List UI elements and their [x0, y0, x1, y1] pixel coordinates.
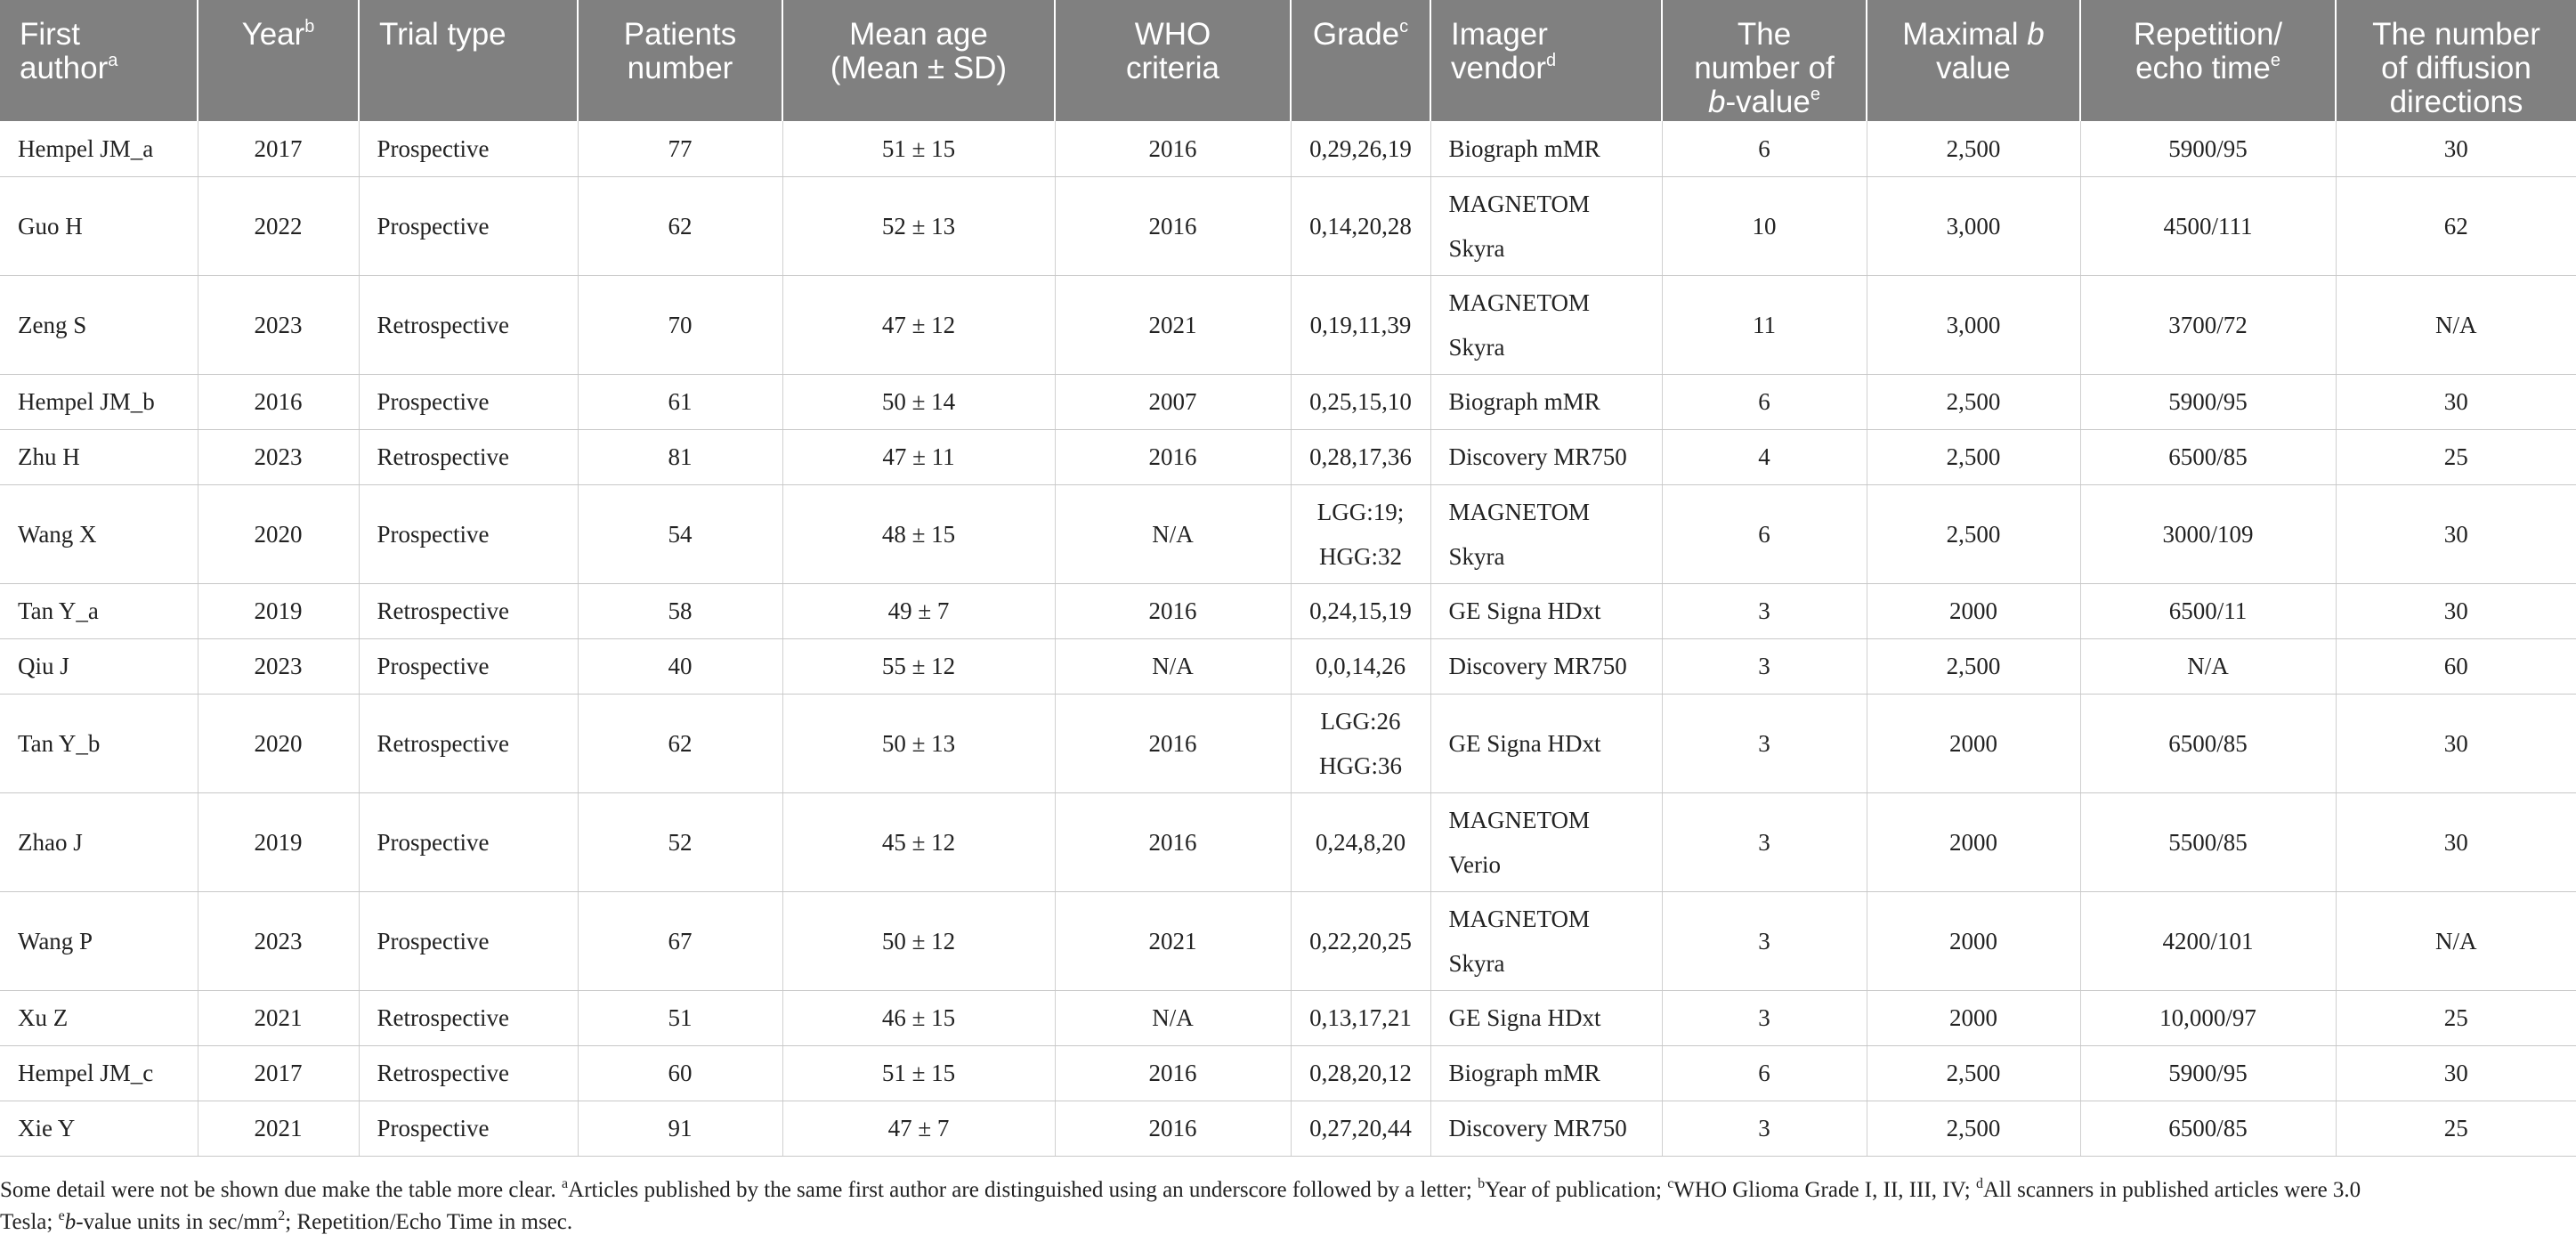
- header-grade: Grade$^c$: [1291, 0, 1430, 121]
- cell-mean-age: 50 ± 12: [782, 891, 1055, 990]
- cell-imager-vendor: [1430, 1045, 1662, 1101]
- cell-mean-age: 47 ± 12: [782, 275, 1055, 374]
- cell-grade: [1291, 374, 1430, 429]
- cell-imager-vendor-line: GE Signa HDxt: [1448, 597, 1601, 624]
- cell-patients-number: 67: [578, 891, 782, 990]
- cell-who-criteria: 2016: [1055, 583, 1291, 638]
- cell-year: 2017: [198, 121, 359, 176]
- cell-imager-vendor-line: Skyra: [1448, 949, 1505, 977]
- cell-diffusion-directions: 25: [2336, 1101, 2576, 1156]
- cell-repetition-echo-time: 5900/95: [2080, 121, 2336, 176]
- cell-grade: [1291, 429, 1430, 484]
- cell-trial-type: Prospective: [359, 792, 578, 891]
- cell-who-criteria: 2021: [1055, 275, 1291, 374]
- cell-maximal-b-value: 3,000: [1867, 275, 2080, 374]
- table-body: [0, 121, 2576, 1156]
- cell-repetition-echo-time: N/A: [2080, 638, 2336, 694]
- cell-first-author: Xie Y: [0, 1101, 198, 1156]
- cell-maximal-b-value: 2000: [1867, 583, 2080, 638]
- header-patients-number: Patients number: [578, 0, 782, 121]
- cell-who-criteria: 2016: [1055, 694, 1291, 792]
- cell-mean-age: 50 ± 13: [782, 694, 1055, 792]
- table-row: [0, 583, 2576, 638]
- cell-diffusion-directions: 25: [2336, 990, 2576, 1045]
- cell-trial-type: Retrospective: [359, 429, 578, 484]
- cell-imager-vendor-line: MAGNETOM: [1448, 288, 1591, 316]
- table-row: [0, 694, 2576, 792]
- cell-trial-type: Prospective: [359, 176, 578, 275]
- cell-who-criteria: 2007: [1055, 374, 1291, 429]
- cell-imager-vendor: [1430, 176, 1662, 275]
- cell-mean-age: 50 ± 14: [782, 374, 1055, 429]
- cell-trial-type: Retrospective: [359, 275, 578, 374]
- cell-number-of-b-value: 3: [1662, 1101, 1867, 1156]
- cell-repetition-echo-time: 5900/95: [2080, 374, 2336, 429]
- cell-grade: [1291, 792, 1430, 891]
- cell-who-criteria: N/A: [1055, 990, 1291, 1045]
- cell-imager-vendor-line: Skyra: [1448, 333, 1505, 361]
- cell-number-of-b-value: 3: [1662, 694, 1867, 792]
- cell-number-of-b-value: 6: [1662, 374, 1867, 429]
- cell-mean-age: 47 ± 7: [782, 1101, 1055, 1156]
- cell-first-author: Zhu H: [0, 429, 198, 484]
- cell-maximal-b-value: 2000: [1867, 891, 2080, 990]
- cell-grade-line: 0,14,20,28: [1309, 212, 1412, 240]
- cell-mean-age: 45 ± 12: [782, 792, 1055, 891]
- cell-patients-number: 62: [578, 694, 782, 792]
- cell-mean-age: 49 ± 7: [782, 583, 1055, 638]
- cell-who-criteria: N/A: [1055, 484, 1291, 583]
- cell-number-of-b-value: 3: [1662, 792, 1867, 891]
- cell-grade: [1291, 990, 1430, 1045]
- header-first-author: First author$^a$: [0, 0, 198, 121]
- table-row: [0, 792, 2576, 891]
- cell-diffusion-directions: 30: [2336, 792, 2576, 891]
- cell-grade-line: 0,27,20,44: [1309, 1115, 1412, 1141]
- cell-patients-number: 81: [578, 429, 782, 484]
- cell-year: 2023: [198, 275, 359, 374]
- cell-number-of-b-value: 3: [1662, 891, 1867, 990]
- cell-repetition-echo-time: 4500/111: [2080, 176, 2336, 275]
- cell-diffusion-directions: 30: [2336, 1045, 2576, 1101]
- cell-diffusion-directions: 62: [2336, 176, 2576, 275]
- cell-imager-vendor-line: Biograph mMR: [1448, 134, 1600, 162]
- header-maximal-b-value: Maximal b value: [1867, 0, 2080, 121]
- cell-year: 2021: [198, 990, 359, 1045]
- cell-imager-vendor: [1430, 990, 1662, 1045]
- cell-grade-line: 0,22,20,25: [1309, 927, 1412, 954]
- cell-maximal-b-value: 2,500: [1867, 429, 2080, 484]
- cell-year: 2021: [198, 1101, 359, 1156]
- cell-imager-vendor: [1430, 694, 1662, 792]
- cell-maximal-b-value: 2,500: [1867, 1045, 2080, 1101]
- cell-imager-vendor: [1430, 638, 1662, 694]
- cell-patients-number: 77: [578, 121, 782, 176]
- table-footnote: Some detail were not be shown due make the table more clear. $^a$Articles published by the same first author are distinguished using an underscore followed by a letter; $^b$Year of publication; $^c$WHO Glioma Grade I, II, III, IV; $^d$All scanners in published articles were 3.0 Tesla; $^e$b-value units in $\sec/mm^2$; Repetition/Echo Time in msec.: [0, 1176, 2361, 1234]
- cell-diffusion-directions: 30: [2336, 484, 2576, 583]
- cell-grade-line: HGG:36: [1319, 751, 1402, 779]
- table-row: [0, 374, 2576, 429]
- cell-imager-vendor: [1430, 374, 1662, 429]
- cell-number-of-b-value: 3: [1662, 638, 1867, 694]
- cell-year: 2023: [198, 638, 359, 694]
- cell-maximal-b-value: 2,500: [1867, 121, 2080, 176]
- cell-repetition-echo-time: 10,000/97: [2080, 990, 2336, 1045]
- cell-diffusion-directions: 30: [2336, 694, 2576, 792]
- cell-patients-number: 70: [578, 275, 782, 374]
- cell-trial-type: Retrospective: [359, 1045, 578, 1101]
- cell-first-author: Tan Y_a: [0, 583, 198, 638]
- cell-grade: [1291, 176, 1430, 275]
- table-row: [0, 484, 2576, 583]
- cell-patients-number: 61: [578, 374, 782, 429]
- cell-mean-age: 51 ± 15: [782, 121, 1055, 176]
- cell-number-of-b-value: 11: [1662, 275, 1867, 374]
- cell-imager-vendor-line: GE Signa HDxt: [1448, 729, 1601, 757]
- cell-who-criteria: 2016: [1055, 176, 1291, 275]
- cell-trial-type: Prospective: [359, 374, 578, 429]
- cell-year: 2019: [198, 583, 359, 638]
- cell-first-author: Tan Y_b: [0, 694, 198, 792]
- table-header-row: [0, 0, 2576, 121]
- cell-grade-line: HGG:32: [1319, 542, 1402, 570]
- cell-imager-vendor: [1430, 275, 1662, 374]
- cell-year: 2022: [198, 176, 359, 275]
- cell-mean-age: 55 ± 12: [782, 638, 1055, 694]
- cell-trial-type: Prospective: [359, 121, 578, 176]
- cell-patients-number: 51: [578, 990, 782, 1045]
- cell-mean-age: 48 ± 15: [782, 484, 1055, 583]
- cell-imager-vendor-line: Discovery MR750: [1448, 443, 1627, 470]
- table-row: [0, 275, 2576, 374]
- cell-diffusion-directions: 60: [2336, 638, 2576, 694]
- cell-first-author: Guo H: [0, 176, 198, 275]
- cell-imager-vendor: [1430, 792, 1662, 891]
- cell-imager-vendor-line: MAGNETOM: [1448, 190, 1591, 217]
- cell-diffusion-directions: N/A: [2336, 891, 2576, 990]
- cell-grade: [1291, 275, 1430, 374]
- cell-imager-vendor: [1430, 1101, 1662, 1156]
- cell-repetition-echo-time: 6500/85: [2080, 429, 2336, 484]
- cell-grade-line: 0,24,8,20: [1315, 828, 1406, 856]
- cell-grade-line: 0,13,17,21: [1309, 1004, 1412, 1031]
- cell-who-criteria: 2016: [1055, 429, 1291, 484]
- cell-patients-number: 54: [578, 484, 782, 583]
- cell-repetition-echo-time: 6500/85: [2080, 1101, 2336, 1156]
- cell-first-author: Zhao J: [0, 792, 198, 891]
- table-row: [0, 891, 2576, 990]
- cell-grade-line: 0,0,14,26: [1315, 653, 1406, 679]
- cell-imager-vendor: [1430, 484, 1662, 583]
- cell-year: 2020: [198, 484, 359, 583]
- cell-patients-number: 62: [578, 176, 782, 275]
- cell-who-criteria: 2016: [1055, 1045, 1291, 1101]
- table-row: [0, 176, 2576, 275]
- header-number-of-b-value: The number of b-value$^e$: [1662, 0, 1867, 121]
- cell-mean-age: 47 ± 11: [782, 429, 1055, 484]
- cell-number-of-b-value: 3: [1662, 990, 1867, 1045]
- cell-first-author: Hempel JM_a: [0, 121, 198, 176]
- cell-grade: [1291, 891, 1430, 990]
- cell-mean-age: 51 ± 15: [782, 1045, 1055, 1101]
- cell-grade-line: LGG:19;: [1316, 498, 1405, 525]
- cell-number-of-b-value: 3: [1662, 583, 1867, 638]
- cell-trial-type: Retrospective: [359, 694, 578, 792]
- cell-trial-type: Prospective: [359, 638, 578, 694]
- cell-who-criteria: 2016: [1055, 121, 1291, 176]
- header-diffusion-directions: The number of diffusion directions: [2336, 0, 2576, 121]
- cell-patients-number: 52: [578, 792, 782, 891]
- table-row: [0, 1045, 2576, 1101]
- cell-imager-vendor-line: MAGNETOM: [1448, 806, 1591, 833]
- header-trial-type: Trial type: [359, 0, 578, 121]
- cell-repetition-echo-time: 4200/101: [2080, 891, 2336, 990]
- cell-grade-line: 0,28,20,12: [1309, 1060, 1412, 1086]
- cell-year: 2020: [198, 694, 359, 792]
- cell-year: 2019: [198, 792, 359, 891]
- cell-diffusion-directions: 30: [2336, 374, 2576, 429]
- cell-repetition-echo-time: 5500/85: [2080, 792, 2336, 891]
- header-year: Year$^b$: [198, 0, 359, 121]
- cell-grade: [1291, 484, 1430, 583]
- cell-number-of-b-value: 6: [1662, 121, 1867, 176]
- cell-imager-vendor-line: MAGNETOM: [1448, 498, 1591, 525]
- cell-first-author: Hempel JM_c: [0, 1045, 198, 1101]
- cell-trial-type: Retrospective: [359, 990, 578, 1045]
- cell-grade-line: 0,28,17,36: [1309, 443, 1412, 470]
- cell-grade: [1291, 638, 1430, 694]
- cell-first-author: Wang P: [0, 891, 198, 990]
- table-row: [0, 990, 2576, 1045]
- cell-maximal-b-value: 2000: [1867, 792, 2080, 891]
- cell-trial-type: Prospective: [359, 891, 578, 990]
- cell-first-author: Zeng S: [0, 275, 198, 374]
- cell-who-criteria: N/A: [1055, 638, 1291, 694]
- cell-grade: [1291, 1101, 1430, 1156]
- cell-who-criteria: 2016: [1055, 1101, 1291, 1156]
- cell-first-author: Xu Z: [0, 990, 198, 1045]
- cell-grade: [1291, 583, 1430, 638]
- cell-imager-vendor: [1430, 121, 1662, 176]
- cell-year: 2017: [198, 1045, 359, 1101]
- cell-imager-vendor-line: Discovery MR750: [1448, 653, 1627, 679]
- table-row: [0, 1101, 2576, 1156]
- cell-trial-type: Retrospective: [359, 583, 578, 638]
- cell-first-author: Wang X: [0, 484, 198, 583]
- cell-maximal-b-value: 2,500: [1867, 484, 2080, 583]
- cell-grade-line: 0,24,15,19: [1309, 597, 1412, 624]
- cell-year: 2023: [198, 429, 359, 484]
- cell-imager-vendor-line: Biograph mMR: [1448, 1060, 1600, 1086]
- cell-year: 2023: [198, 891, 359, 990]
- cell-imager-vendor: [1430, 891, 1662, 990]
- cell-number-of-b-value: 6: [1662, 484, 1867, 583]
- cell-grade-line: 0,25,15,10: [1309, 388, 1412, 415]
- cell-imager-vendor: [1430, 429, 1662, 484]
- cell-first-author: Hempel JM_b: [0, 374, 198, 429]
- cell-imager-vendor-line: MAGNETOM: [1448, 905, 1591, 932]
- cell-grade-line: 0,19,11,39: [1309, 311, 1412, 338]
- cell-repetition-echo-time: 6500/11: [2080, 583, 2336, 638]
- cell-imager-vendor: [1430, 583, 1662, 638]
- cell-mean-age: 52 ± 13: [782, 176, 1055, 275]
- header-repetition-echo-time: Repetition/ echo time$^e$: [2080, 0, 2336, 121]
- cell-number-of-b-value: 4: [1662, 429, 1867, 484]
- cell-patients-number: 60: [578, 1045, 782, 1101]
- cell-maximal-b-value: 2,500: [1867, 638, 2080, 694]
- cell-maximal-b-value: 3,000: [1867, 176, 2080, 275]
- header-who-criteria: WHO criteria: [1055, 0, 1291, 121]
- cell-grade: [1291, 1045, 1430, 1101]
- cell-year: 2016: [198, 374, 359, 429]
- header-mean-age: Mean age (Mean ± SD): [782, 0, 1055, 121]
- cell-who-criteria: 2021: [1055, 891, 1291, 990]
- cell-grade-line: 0,29,26,19: [1309, 134, 1412, 162]
- cell-imager-vendor-line: GE Signa HDxt: [1448, 1004, 1601, 1031]
- header-imager-vendor: Imager vendor$^d$: [1430, 0, 1662, 121]
- cell-maximal-b-value: 2,500: [1867, 1101, 2080, 1156]
- cell-imager-vendor-line: Biograph mMR: [1448, 388, 1600, 415]
- cell-diffusion-directions: 30: [2336, 583, 2576, 638]
- cell-diffusion-directions: N/A: [2336, 275, 2576, 374]
- cell-number-of-b-value: 10: [1662, 176, 1867, 275]
- cell-imager-vendor-line: Discovery MR750: [1448, 1115, 1627, 1141]
- cell-repetition-echo-time: 3700/72: [2080, 275, 2336, 374]
- cell-patients-number: 91: [578, 1101, 782, 1156]
- cell-grade-line: LGG:26: [1320, 707, 1401, 735]
- cell-patients-number: 40: [578, 638, 782, 694]
- cell-grade: [1291, 121, 1430, 176]
- cell-imager-vendor-line: Skyra: [1448, 542, 1505, 570]
- cell-maximal-b-value: 2,500: [1867, 374, 2080, 429]
- cell-diffusion-directions: 30: [2336, 121, 2576, 176]
- cell-imager-vendor-line: Verio: [1448, 850, 1501, 878]
- cell-repetition-echo-time: 5900/95: [2080, 1045, 2336, 1101]
- table-row: [0, 429, 2576, 484]
- cell-repetition-echo-time: 3000/109: [2080, 484, 2336, 583]
- cell-number-of-b-value: 6: [1662, 1045, 1867, 1101]
- table-row: [0, 121, 2576, 176]
- cell-repetition-echo-time: 6500/85: [2080, 694, 2336, 792]
- cell-maximal-b-value: 2000: [1867, 694, 2080, 792]
- cell-grade: [1291, 694, 1430, 792]
- cell-who-criteria: 2016: [1055, 792, 1291, 891]
- cell-maximal-b-value: 2000: [1867, 990, 2080, 1045]
- cell-patients-number: 58: [578, 583, 782, 638]
- cell-first-author: Qiu J: [0, 638, 198, 694]
- cell-imager-vendor-line: Skyra: [1448, 234, 1505, 262]
- cell-diffusion-directions: 25: [2336, 429, 2576, 484]
- cell-trial-type: Prospective: [359, 1101, 578, 1156]
- cell-mean-age: 46 ± 15: [782, 990, 1055, 1045]
- table-row: [0, 638, 2576, 694]
- cell-trial-type: Prospective: [359, 484, 578, 583]
